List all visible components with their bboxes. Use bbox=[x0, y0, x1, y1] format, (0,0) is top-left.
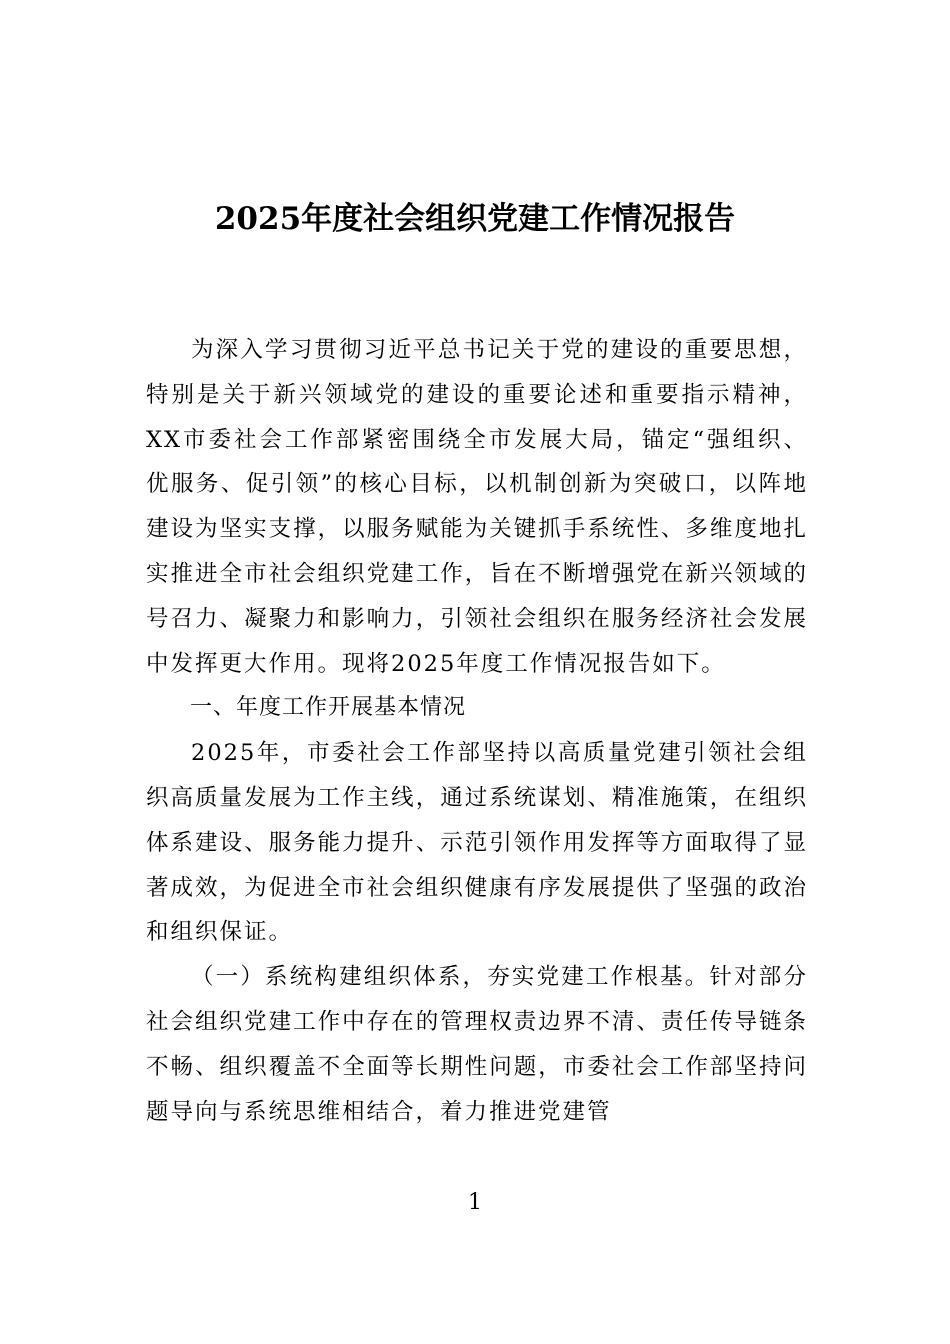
document-title: 2025年度社会组织党建工作情况报告 bbox=[214, 201, 736, 237]
page-number: 1 bbox=[468, 1190, 482, 1215]
section-1-paragraph: 2025年，市委社会工作部坚持以高质量党建引领社会组织高质量发展为工作主线，通过系统谋划、精准施策，在组织体系建设、服务能力提升、示范引领作用发挥等方面取得了显著成效，为促进全市社会组织健康有序发展提供了坚强的政治和组织保证。 bbox=[146, 740, 808, 946]
intro-paragraph: 为深入学习贯彻习近平总书记关于党的建设的重要思想，特别是关于新兴领域党的建设的重要论述和重要指示精神，XX市委社会工作部紧密围绕全市发展大局，锚定“强组织、优服务、促引领”的核心目标，以机制创新为突破口，以阵地建设为坚实支撑，以服务赋能为关键抓手系统性、多维度地扎实推进全市社会组织党建工作，旨在不断增强党在新兴领域的号召力、凝聚力和影响力，引领社会组织在服务经济社会发展中发挥更大作用。现将2025年度工作情况报告如下。 bbox=[146, 337, 808, 677]
section-heading-1: 一、年度工作开展基本情况 bbox=[190, 695, 467, 721]
subsection-1-title: （一）系统构建组织体系，夯实党建工作根基。 bbox=[191, 964, 710, 991]
subsection-1-paragraph bbox=[146, 955, 808, 1134]
subsection-1-text: 针对部分社会组织党建工作中存在的管理权责边界不清、责任传导链条不畅、组织覆盖不全面等长期性问题，市委社会工作部坚持问题导向与系统思维相结合，着力推进党建管 bbox=[146, 964, 808, 1125]
document-body bbox=[146, 328, 808, 1134]
